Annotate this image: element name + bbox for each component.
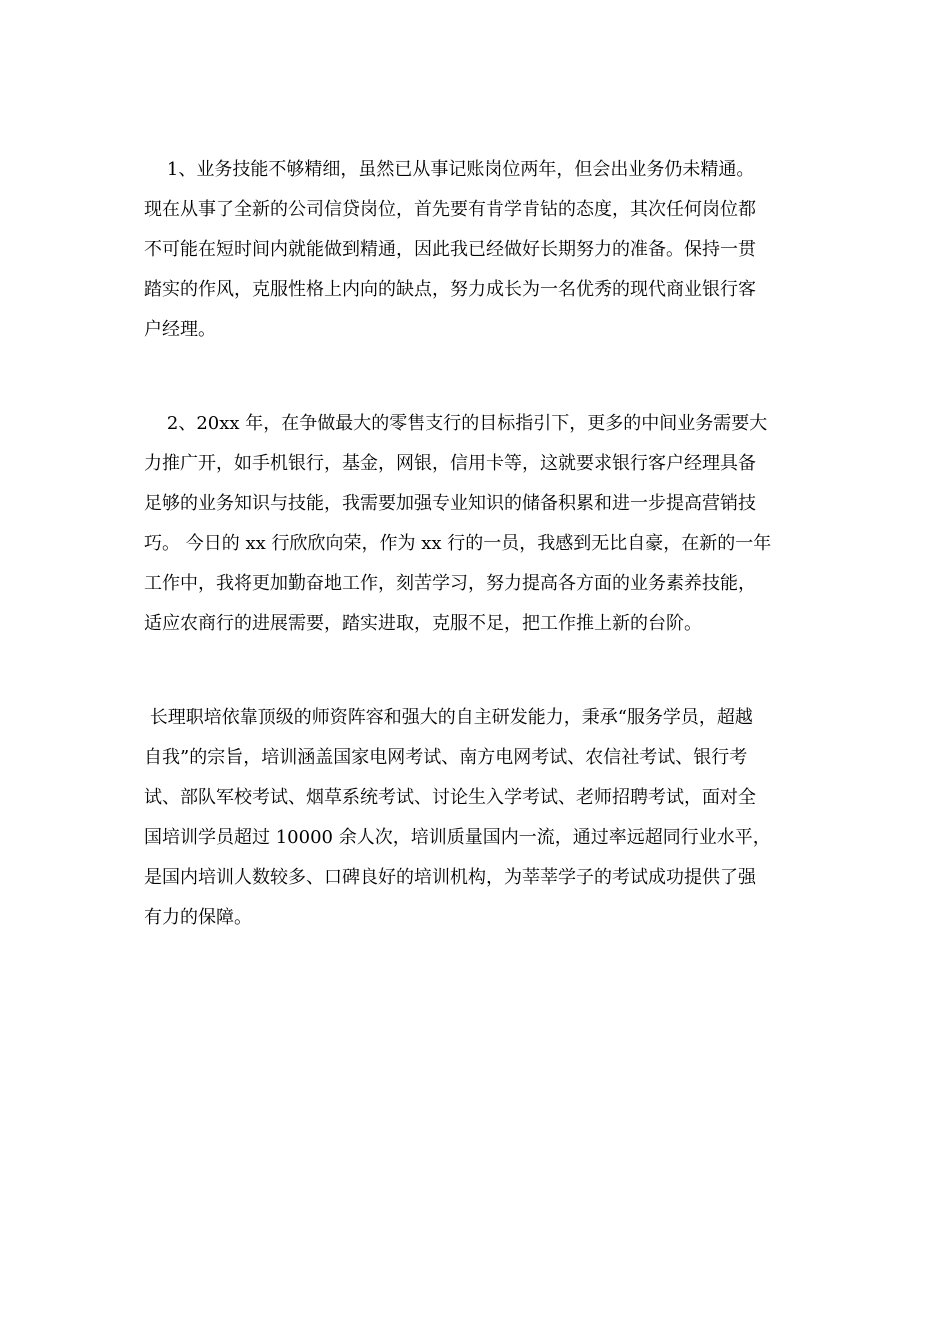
paragraph-1-line-3: 不可能在短时间内就能做到精通，因此我已经做好长期努力的准备。保持一贯 <box>144 239 756 260</box>
paragraph-3-line-4: 国培训学员超过 10000 余人次，培训质量国内一流，通过率远超同行业水平， <box>144 827 771 848</box>
paragraph-3-line-3: 试、部队军校考试、烟草系统考试、讨论生入学考试、老师招聘考试，面对全 <box>144 787 756 808</box>
paragraph-2-line-3: 足够的业务知识与技能，我需要加强专业知识的储备积累和进一步提高营销技 <box>144 493 756 514</box>
paragraph-2-line-1: 2、20xx 年，在争做最大的零售支行的目标指引下，更多的中间业务需要大 <box>144 413 768 434</box>
paragraph-1-line-1: 1、业务技能不够精细，虽然已从事记账岗位两年，但会出业务仍未精通。 <box>144 159 755 180</box>
paragraph-1-line-4: 踏实的作风，克服性格上内向的缺点，努力成长为一名优秀的现代商业银行客 <box>144 279 756 300</box>
paragraph-2-line-2: 力推广开，如手机银行，基金，网银，信用卡等，这就要求银行客户经理具备 <box>144 453 756 474</box>
paragraph-3-line-6: 有力的保障。 <box>144 907 252 928</box>
paragraph-1-line-2: 现在从事了全新的公司信贷岗位，首先要有肯学肯钻的态度，其次任何岗位都 <box>144 199 756 220</box>
paragraph-3-line-2: 自我”的宗旨，培训涵盖国家电网考试、南方电网考试、农信社考试、银行考 <box>144 747 748 768</box>
paragraph-2-line-6: 适应农商行的进展需要，踏实进取，克服不足，把工作推上新的台阶。 <box>144 613 702 634</box>
paragraph-3-line-1: 长理职培依靠顶级的师资阵容和强大的自主研发能力，秉承“服务学员，超越 <box>144 707 753 728</box>
paragraph-2-line-4: 巧。 今日的 xx 行欣欣向荣，作为 xx 行的一员，我感到无比自豪，在新的一年 <box>144 533 772 554</box>
paragraph-3-line-5: 是国内培训人数较多、口碑良好的培训机构，为莘莘学子的考试成功提供了强 <box>144 867 756 888</box>
paragraph-2-line-5: 工作中，我将更加勤奋地工作，刻苦学习，努力提高各方面的业务素养技能， <box>144 573 756 594</box>
paragraph-1-line-5: 户经理。 <box>144 319 216 340</box>
